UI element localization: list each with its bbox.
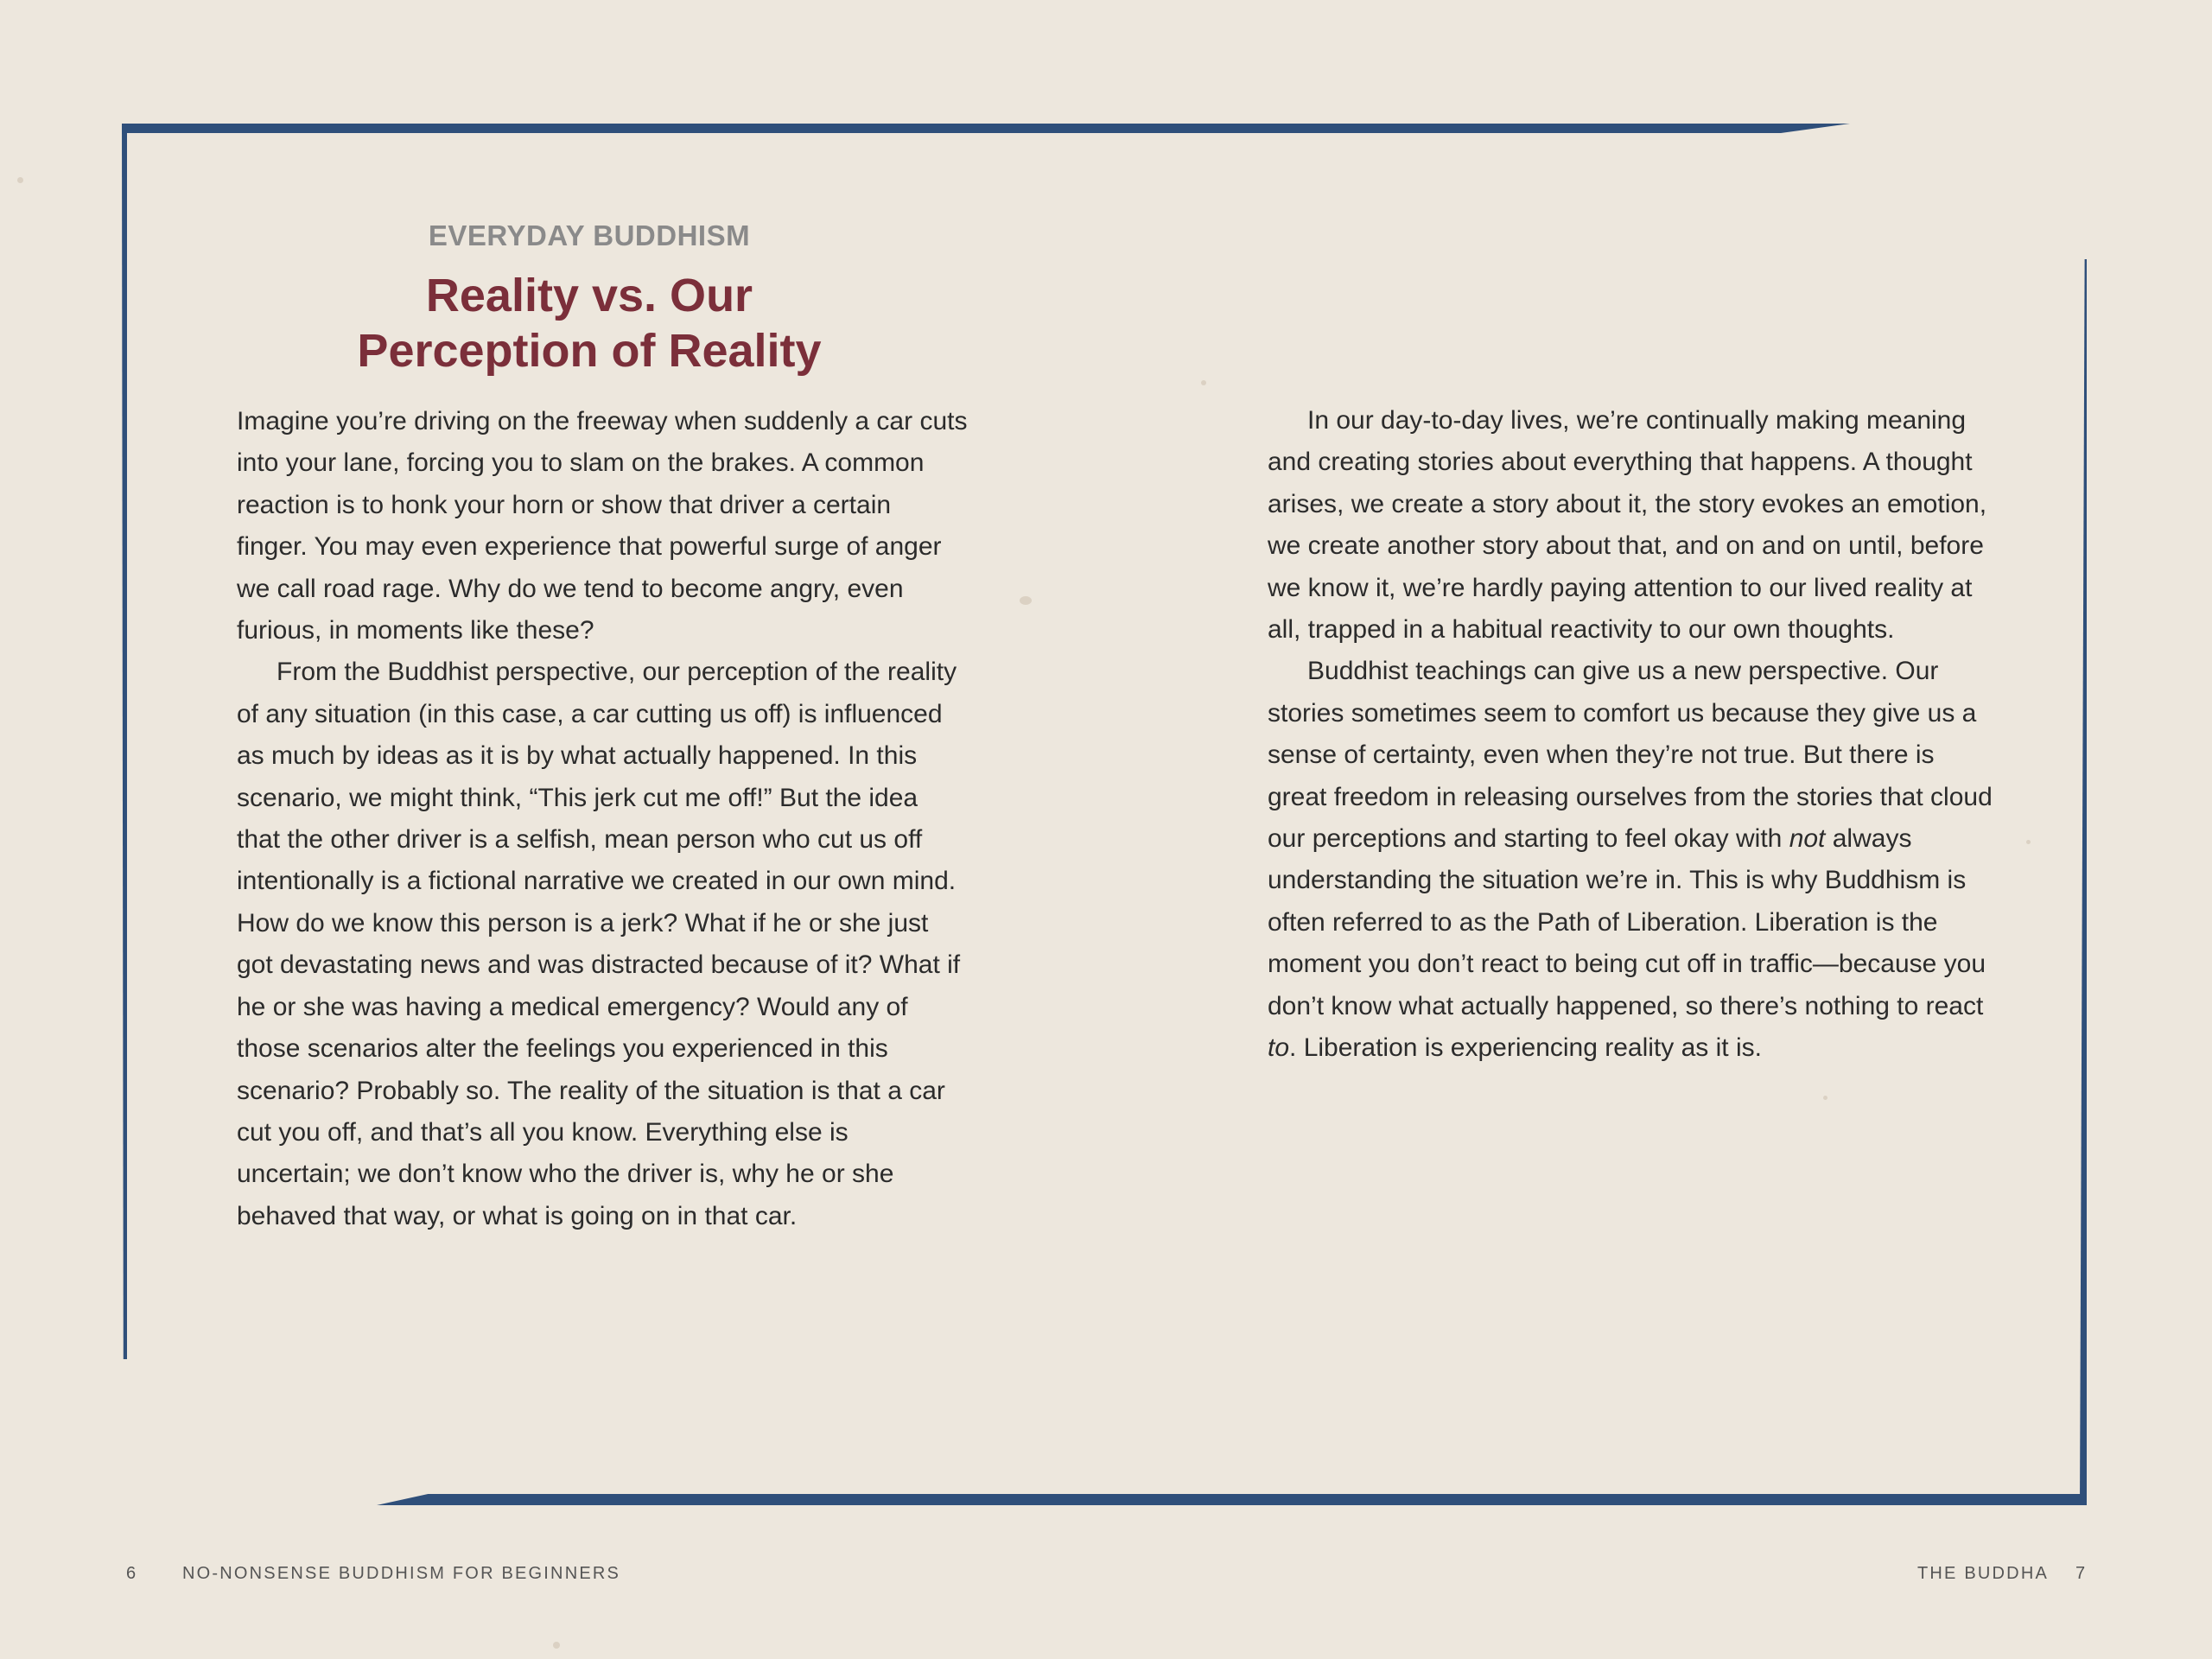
frame-top-rule (122, 124, 1850, 133)
frame-left-rule (122, 124, 127, 1359)
right-paragraph-2-part-c: . Liberation is experiencing reality as it is. (1289, 1033, 1762, 1063)
section-kicker: EVERYDAY BUDDHISM (428, 219, 751, 251)
right-paragraph-2 (1268, 651, 1999, 1069)
emphasis-not: not (1789, 824, 1826, 854)
right-paragraph-1: In our day-to-day lives, we’re continually making meaning and creating stories about everything that happens. A thought arises, we create a story about it, the story evokes an emotion, we create another story about that, and on and on until, before we know it, we’re hardly paying attention to our lived reality at all, trapped in a habitual reactivity to our own thoughts. (1268, 406, 1987, 645)
paper-speck (17, 177, 23, 183)
right-page-number: 7 (2075, 1564, 2088, 1583)
paper-speck (553, 1642, 560, 1649)
right-text-column (1268, 400, 1999, 1070)
paper-speck (1201, 380, 1206, 385)
left-paragraph-2: From the Buddhist perspective, our perception of the reality of any situation (in this case, a car cutting us off) is influenced as much by ideas as it is by what actually happened. In this scenario, we might think, “This jerk cut me off!” But the idea that the other driver is a selfish, mean person who cut us off intentionally is a fictional narrative we created in our own mind. How do we know this person is a jerk? What if he or she just got devastating news and was distracted because of it? What if he or she was having a medical emergency? Would any of those scenarios alter the feelings you experienced in this scenario? Probably so. The reality of the situation is that a car cut you off, and that’s all you know. Everything else is uncertain; we don’t know who the driver is, why he or she behaved that way, or what is going on in that car. (237, 658, 961, 1230)
right-paragraph-2-part-b: always understanding the situation we’re in. This is why Buddhism is often referred to as the Path of Liberation. Liberation is the moment you don’t react to being cut off in traffic—because you don’t know what actually happened, so there’s nothing to react (1268, 824, 1986, 1020)
paper-speck (1020, 596, 1032, 605)
right-running-title: THE BUDDHA (1917, 1564, 2050, 1583)
page-title-line-2: Perception of Reality (357, 325, 822, 377)
paper-speck (1823, 1096, 1827, 1100)
left-running-title: NO-NONSENSE BUDDHISM FOR BEGINNERS (182, 1564, 621, 1583)
page-title-line-1: Reality vs. Our (425, 270, 753, 321)
emphasis-to: to (1268, 1033, 1290, 1063)
left-text-column (237, 401, 968, 1237)
frame-bottom-rule (377, 1494, 2087, 1505)
left-paragraph-1: Imagine you’re driving on the freeway when suddenly a car cuts into your lane, forcing you to slam on the brakes. A common reaction is to honk your horn or show that driver a certain finger. You may even experience that powerful surge of anger we call road rage. Why do we tend to become angry, even furious, in moments like these? (237, 407, 968, 645)
frame-right-rule (2080, 259, 2087, 1505)
left-page-number: 6 (126, 1564, 138, 1583)
page-title (238, 268, 940, 378)
right-paragraph-2-part-a: Buddhist teachings can give us a new perspective. Our stories sometimes seem to comfort us because they give us a sense of certainty, even when they’re not true. But there is great freedom in releasing ourselves from the stories that cloud our perceptions and starting to feel okay with (1268, 657, 1993, 854)
paper-speck (2026, 840, 2031, 844)
